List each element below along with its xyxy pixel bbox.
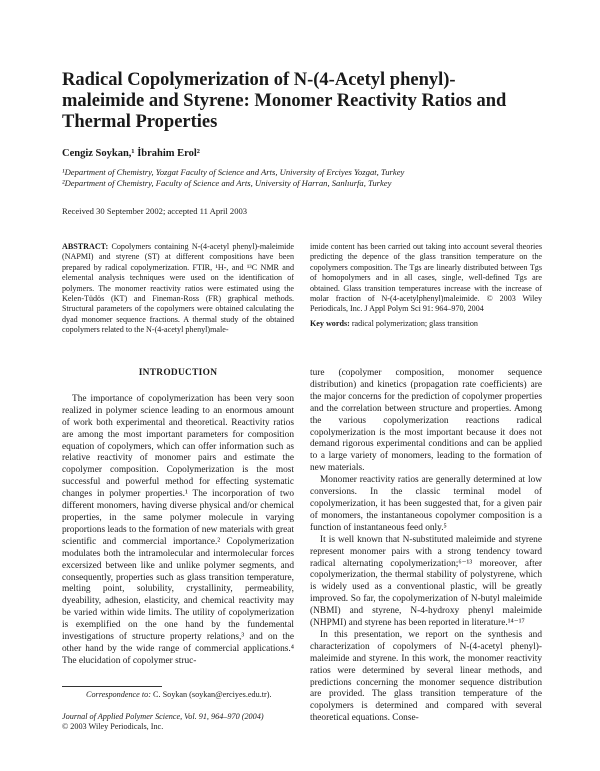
intro-paragraph-1: The importance of copolymerization has been very soon realized in polymer science leading to an enormous amount of work both experimental and theoretical. Reactivity ratios are among the most important parameters for composition equation of copolymers, which can offer information such as relative reactivity of monomer pairs and estimate the copolymer composition. Copolymerization is the most successful and powerful method for effecting systematic changes in polymer properties.¹ The incorporation of two different monomers, having diverse physical and/or chemical properties, in the same polymer molecule in varying proportions leads to the formation of new materials with great scientific and commercial importance.² Copolymerization modulates both the intramolecular and intermolecular forces excersized between like and unlike polymer segments, and consequently, properties such as glass transition temperature, melting point, solubility, crystallinity, permeability, dyeability, adhesion, elasticity, and chemical reactivity may be varied within wide limits. The utility of copolymerization is exemplified on the one hand by the fundemental investigations of structure property relations,³ and on the other hand by the wide range of commercial applications.⁴ The elucidation of copolymer struc-	[62, 393, 294, 666]
keywords-label: Key words:	[310, 319, 350, 328]
footnote-divider	[62, 686, 162, 687]
paper-title: Radical Copolymerization of N-(4-Acetyl phenyl)-maleimide and Styrene: Monomer Reactivity Ratios and Thermal Properties	[62, 70, 507, 132]
keywords	[310, 319, 542, 328]
intro-paragraph-3: It is well known that N-substituted maleimide and styrene represent monomer pairs with a strong tendency toward radical alternating copolymerization;⁶⁻¹³ moreover, after copolymerization, the thermal stability of polystyrene, which is widely used as a conventional plastic, will be greatly improved. So far, the copolymerization of N-butyl maleimide (NBMI) and styrene, N-4-hydroxy phenyl maleimide (NHPMI) and styrene has been reported in literature.¹⁴⁻¹⁷	[310, 534, 542, 629]
intro-paragraph-2: Monomer reactivity ratios are generally determined at low conversions. In the classic terminal model of copolymerization, it has been suggested that, for a given pair of monomers, the instantaneous copolymer composition is a function of instantaneous feed only.⁵	[310, 475, 542, 533]
abstract-text-left: Copolymers containing N-(4-acetyl phenyl)-maleimide (NAPMI) and styrene (ST) at different compositions have been prepared by radical copolymerization. FTIR, ¹H-, and ¹³C NMR and elemental analysis techniques were used on the identification of polymers. The monomer reactivity ratios were estimated using the Kelen-Tüdös (KT) and Fineman-Ross (FR) graphical methods. Structural parameters of the copolymers were obtained calculating the dyad monomer sequence fractions. A thermal study of the obtained copolymers related to the N-(4-acetyl phenyl)male-	[62, 242, 294, 335]
correspondence-note	[86, 690, 272, 699]
introduction-heading: INTRODUCTION	[138, 368, 218, 378]
keywords-text: radical polymerization; glass transition	[351, 319, 478, 328]
affiliations	[62, 167, 542, 189]
body-column-left	[62, 368, 294, 668]
received-dates: Received 30 September 2002; accepted 11 April 2003	[62, 206, 248, 216]
paper-authors: Cengiz Soykan,¹ İbrahim Erol²	[62, 148, 200, 159]
abstract-right: imide content has been carried out taking into account several theories predicting the depence of the glass transition temperature on the copolymers composition. The Tgs are linearly distributed between Tgs of homopolymers and in all cases, single, well-defined Tgs are obtained. Glass transition temperatures increase with the increase of molar fraction of N-(4-acetylphenyl)maleimide. © 2003 Wiley Periodicals, Inc. J Appl Polym Sci 91: 964–970, 2004	[310, 242, 542, 314]
journal-info	[62, 712, 302, 732]
abstract-left	[62, 242, 294, 336]
journal-citation: Journal of Applied Polymer Science, Vol. 91, 964–970 (2004)	[62, 712, 264, 721]
body-column-right	[310, 368, 542, 725]
intro-paragraph-4: In this presentation, we report on the synthesis and characterization of copolymers of N-(4-acetyl phenyl)-maleimide and styrene. In this work, the monomer reactivity ratios were determined by several linear methods, and predictions concerning the monomer sequence distribution are provided. The glass transition temperature of the copolymers is determined and compared with several theoretical equations. Conse-	[310, 629, 542, 724]
journal-copyright: © 2003 Wiley Periodicals, Inc.	[62, 722, 164, 731]
correspondence-label: Correspondence to:	[86, 690, 151, 699]
abstract-label: ABSTRACT:	[62, 242, 109, 251]
intro-paragraph-continued: ture (copolymer composition, monomer sequence distribution) and kinetics (propagation rate coefficients) are the major concerns for the prediction of copolymer properties and the correlation between structure and properties. Among the various copolymerization reactions radical copolymerization is the most important because it does not demand rigorous experimental conditions and can be applied to a large variety of monomers, leading to the formation of new materials.	[310, 368, 542, 474]
affiliation-2: ²Department of Chemistry, Faculty of Science and Arts, University of Harran, Sanlıurfa, Turkey	[62, 178, 392, 188]
correspondence-contact[interactable]: C. Soykan (soykan@erciyes.edu.tr).	[153, 690, 272, 699]
affiliation-1: ¹Department of Chemistry, Yozgat Faculty of Science and Arts, University of Erciyes Yozgat, Turkey	[62, 167, 405, 177]
